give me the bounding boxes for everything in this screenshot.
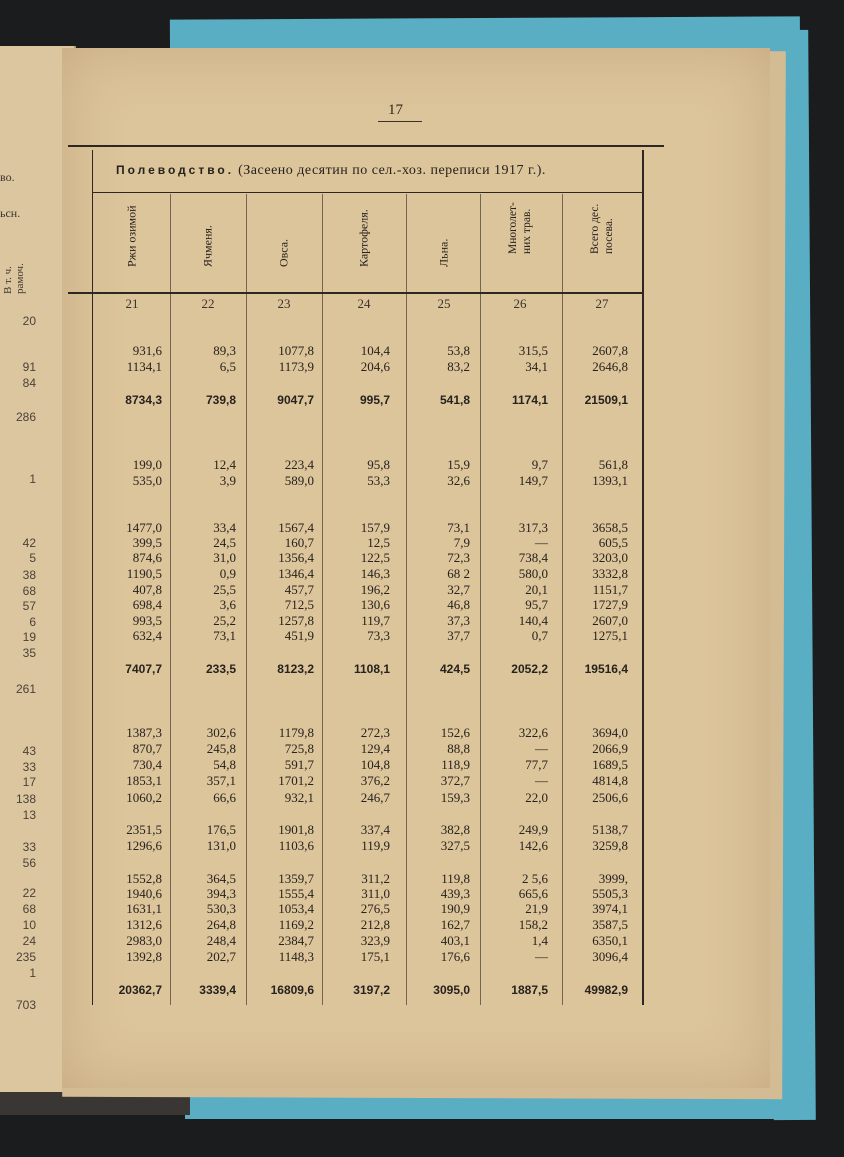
table-cell: 2351,5 — [126, 822, 162, 837]
table-cell: 129,4 — [360, 741, 390, 756]
table-cell: 580,0 — [518, 566, 548, 581]
table-cell: 457,7 — [284, 582, 314, 597]
table-cell: 5138,7 — [592, 822, 628, 837]
left-page-number: 20 — [22, 314, 36, 328]
table-cell: 1552,8 — [126, 871, 162, 886]
column-header-total-sown: Всего дес. посева. — [589, 203, 615, 254]
column-number: 25 — [437, 296, 451, 311]
table-cell: 12,5 — [367, 535, 390, 550]
table-cell: 196,2 — [360, 582, 390, 597]
table-cell: 53,8 — [447, 343, 470, 358]
table-cell: 1148,3 — [278, 949, 314, 964]
table-cell-total: 7407,7 — [125, 662, 162, 676]
table-cell: 376,2 — [360, 773, 390, 788]
table-cell: 248,4 — [206, 933, 236, 948]
table-cell: 0,7 — [531, 628, 548, 643]
left-page-subheader: ьсн. — [0, 206, 21, 220]
table-cell: 142,6 — [518, 838, 548, 853]
table-cell: 372,7 — [440, 773, 470, 788]
table-cell: 158,2 — [518, 917, 548, 932]
table-cell: 88,8 — [447, 741, 470, 756]
table-cell: 874,6 — [132, 550, 162, 565]
table-cell: 1169,2 — [278, 917, 314, 932]
table-cell: 1387,3 — [126, 725, 162, 740]
table-right-border — [642, 150, 644, 1005]
table-cell: 176,5 — [206, 822, 236, 837]
table-cell: 337,4 — [360, 822, 390, 837]
table-cell: 698,4 — [132, 597, 162, 612]
table-cell: 212,8 — [360, 917, 390, 932]
table-cell: 311,2 — [361, 871, 390, 886]
table-cell: 66,6 — [213, 790, 236, 805]
table-cell: 382,8 — [440, 822, 470, 837]
left-page-number: 38 — [22, 568, 36, 582]
table-cell: 1727,9 — [592, 597, 628, 612]
table-cell: 1393,1 — [592, 473, 628, 488]
table-cell: 1853,1 — [126, 773, 162, 788]
table-cell: 73,1 — [447, 520, 470, 535]
table-cell: 2506,6 — [592, 790, 628, 805]
table-cell-total: 541,8 — [439, 393, 470, 407]
table-cell: 439,3 — [440, 886, 470, 901]
table-cell: 605,5 — [598, 535, 628, 550]
table-cell: 1346,4 — [278, 566, 314, 581]
table-cell: 5505,3 — [592, 886, 628, 901]
column-number: 24 — [357, 296, 371, 311]
left-page-number: 68 — [22, 584, 36, 598]
table-cell: 1296,6 — [126, 838, 162, 853]
table-cell: 223,4 — [284, 457, 314, 472]
table-cell: 2066,9 — [592, 741, 628, 756]
table-cell: 632,4 — [132, 628, 162, 643]
table-cell-total: 424,5 — [439, 662, 470, 676]
table-cell: 20,1 — [525, 582, 548, 597]
table-cell: 6,5 — [219, 359, 236, 374]
table-cell: 1901,8 — [278, 822, 314, 837]
table-cell: 315,5 — [518, 343, 548, 358]
table-cell: 119,8 — [441, 871, 470, 886]
column-header-oats: Овса. — [276, 238, 291, 267]
table-cell: 22,0 — [525, 790, 548, 805]
table-cell: — — [535, 741, 548, 756]
left-page-number: 1 — [29, 472, 36, 486]
table-cell: 311,0 — [361, 886, 390, 901]
table-cell-total: 2052,2 — [511, 662, 548, 676]
table-cell: 302,6 — [206, 725, 236, 740]
table-cell: 46,8 — [447, 597, 470, 612]
left-page-number: 6 — [29, 615, 36, 629]
table-cell-total: 8123,2 — [277, 662, 314, 676]
table-cell-total: 16809,6 — [270, 983, 314, 997]
table-cell: 160,7 — [284, 535, 314, 550]
table-cell: 199,0 — [132, 457, 162, 472]
column-header-rule — [68, 292, 642, 294]
table-cell-total: 8734,3 — [125, 393, 162, 407]
table-cell: 2384,7 — [278, 933, 314, 948]
table-cell: 4814,8 — [592, 773, 628, 788]
table-title — [116, 163, 546, 179]
table-cell: 2 5,6 — [522, 871, 548, 886]
table-cell: 1,4 — [531, 933, 548, 948]
left-page-number: 35 — [22, 646, 36, 660]
left-page-number: 84 — [22, 376, 36, 390]
table-cell: 322,6 — [518, 725, 548, 740]
table-cell-total: 233,5 — [205, 662, 236, 676]
table-cell: 272,3 — [360, 725, 390, 740]
table-cell-total: 3197,2 — [353, 983, 390, 997]
table-cell: 1477,0 — [126, 520, 162, 535]
table-cell: 993,5 — [132, 613, 162, 628]
table-cell: — — [535, 773, 548, 788]
table-cell: 725,8 — [284, 741, 314, 756]
column-number: 21 — [125, 296, 139, 311]
table-cell: 24,5 — [213, 535, 236, 550]
table-cell: 451,9 — [284, 628, 314, 643]
table-top-rule — [68, 145, 664, 147]
table-cell: 190,9 — [440, 901, 470, 916]
table-cell-total: 739,8 — [205, 393, 236, 407]
table-cell: 104,4 — [360, 343, 390, 358]
table-cell: 1356,4 — [278, 550, 314, 565]
table-cell: 535,0 — [132, 473, 162, 488]
table-cell: 53,3 — [367, 473, 390, 488]
table-cell: 37,3 — [447, 613, 470, 628]
page-number-rule — [378, 121, 422, 122]
table-cell: 530,3 — [206, 901, 236, 916]
table-cell: 327,5 — [440, 838, 470, 853]
table-cell: 403,1 — [440, 933, 470, 948]
table-cell: 54,8 — [213, 757, 236, 772]
table-cell-total: 49982,9 — [584, 983, 628, 997]
table-cell: 157,9 — [360, 520, 390, 535]
left-page-number: 13 — [22, 808, 36, 822]
table-cell: 1567,4 — [278, 520, 314, 535]
table-cell-total: 1887,5 — [511, 983, 548, 997]
table-cell: 932,1 — [284, 790, 314, 805]
table-cell: 131,0 — [206, 838, 236, 853]
left-page-number: 19 — [22, 630, 36, 644]
table-cell: 1359,7 — [278, 871, 314, 886]
table-cell: 12,4 — [213, 457, 236, 472]
table-cell: 1312,6 — [126, 917, 162, 932]
table-cell: 119,7 — [361, 613, 390, 628]
table-cell: 159,3 — [440, 790, 470, 805]
table-cell: 3332,8 — [592, 566, 628, 581]
left-page-header: во. — [0, 170, 15, 184]
table-cell: 3,9 — [219, 473, 236, 488]
column-number: 27 — [595, 296, 609, 311]
table-cell: 1701,2 — [278, 773, 314, 788]
left-page-number: 22 — [22, 886, 36, 900]
column-header-barley: Ячменя. — [200, 225, 215, 267]
left-page-number: 42 — [22, 536, 36, 550]
table-cell: 1151,7 — [592, 582, 628, 597]
table-cell: 77,7 — [525, 757, 548, 772]
table-cell: 32,7 — [447, 582, 470, 597]
left-page-number: 286 — [15, 410, 36, 424]
table-cell: 589,0 — [284, 473, 314, 488]
table-cell: 931,6 — [132, 343, 162, 358]
table-cell: 3694,0 — [592, 725, 628, 740]
table-cell: 73,1 — [213, 628, 236, 643]
table-cell: 1190,5 — [126, 566, 162, 581]
table-cell: 68 2 — [447, 566, 470, 581]
table-cell: 2983,0 — [126, 933, 162, 948]
table-cell: 104,8 — [360, 757, 390, 772]
table-cell: 119,9 — [361, 838, 390, 853]
table-cell: 665,6 — [518, 886, 548, 901]
table-cell: 130,6 — [360, 597, 390, 612]
left-page-number: 1 — [29, 966, 36, 980]
table-cell: 122,5 — [360, 550, 390, 565]
table-cell: 730,4 — [132, 757, 162, 772]
table-cell: 317,3 — [518, 520, 548, 535]
table-cell: 246,7 — [360, 790, 390, 805]
table-cell: 149,7 — [518, 473, 548, 488]
table-left-border — [92, 150, 93, 1005]
table-cell: 364,5 — [206, 871, 236, 886]
left-page-number: 703 — [15, 998, 36, 1012]
table-cell: 95,7 — [525, 597, 548, 612]
table-cell: 738,4 — [518, 550, 548, 565]
table-cell: 591,7 — [284, 757, 314, 772]
table-cell: 6350,1 — [592, 933, 628, 948]
table-title-rest: (Засеено десятин по сел.-хоз. переписи 1917 г.). — [238, 163, 546, 178]
table-cell: 870,7 — [132, 741, 162, 756]
table-cell: 712,5 — [284, 597, 314, 612]
table-cell-total: 995,7 — [359, 393, 390, 407]
table-cell: 1275,1 — [592, 628, 628, 643]
left-page-number: 17 — [22, 775, 36, 789]
table-cell: 3658,5 — [592, 520, 628, 535]
left-page-number: 24 — [22, 934, 36, 948]
table-cell: 407,8 — [132, 582, 162, 597]
table-cell-total: 19516,4 — [584, 662, 628, 676]
table-cell: — — [535, 535, 548, 550]
table-cell: 1555,4 — [278, 886, 314, 901]
table-cell-total: 9047,7 — [277, 393, 314, 407]
table-cell: 264,8 — [206, 917, 236, 932]
table-cell: 276,5 — [360, 901, 390, 916]
table-cell: 2607,8 — [592, 343, 628, 358]
table-cell: 118,9 — [441, 757, 470, 772]
table-cell: 399,5 — [132, 535, 162, 550]
table-title-main: Полеводство. — [116, 163, 235, 177]
table-cell: 1179,8 — [278, 725, 314, 740]
table-cell: 1689,5 — [592, 757, 628, 772]
table-cell: 1134,1 — [126, 359, 162, 374]
left-page-number: 68 — [22, 902, 36, 916]
left-page-number: 10 — [22, 918, 36, 932]
left-page-number: 91 — [22, 360, 36, 374]
left-page-number: 33 — [22, 760, 36, 774]
table-cell: 32,6 — [447, 473, 470, 488]
table-cell: 3259,8 — [592, 838, 628, 853]
left-page-number: 5 — [29, 551, 36, 565]
table-cell-total: 1108,1 — [353, 662, 390, 676]
table-cell: 3587,5 — [592, 917, 628, 932]
table-cell: 33,4 — [213, 520, 236, 535]
table-cell: 162,7 — [440, 917, 470, 932]
table-cell: 1940,6 — [126, 886, 162, 901]
table-cell: 73,3 — [367, 628, 390, 643]
column-number: 22 — [201, 296, 215, 311]
table-cell: 25,5 — [213, 582, 236, 597]
table-cell: 83,2 — [447, 359, 470, 374]
table-cell: 7,9 — [453, 535, 470, 550]
table-cell: 357,1 — [206, 773, 236, 788]
table-cell: 394,3 — [206, 886, 236, 901]
table-cell: 1103,6 — [278, 838, 314, 853]
table-cell: 3999, — [598, 871, 628, 886]
table-cell: 3203,0 — [592, 550, 628, 565]
table-cell: 3974,1 — [592, 901, 628, 916]
left-page-column-header: В т. ч. рамоч. — [2, 263, 26, 294]
left-page-number: 235 — [15, 950, 36, 964]
table-cell-total: 21509,1 — [584, 393, 628, 407]
left-page-number: 138 — [15, 792, 36, 806]
table-cell: 1173,9 — [278, 359, 314, 374]
table-cell: 249,9 — [518, 822, 548, 837]
table-cell: 25,2 — [213, 613, 236, 628]
table-cell: 2646,8 — [592, 359, 628, 374]
table-cell: 1257,8 — [278, 613, 314, 628]
table-cell: 176,6 — [440, 949, 470, 964]
table-cell: 323,9 — [360, 933, 390, 948]
left-page-number: 33 — [22, 840, 36, 854]
table-cell: 1060,2 — [126, 790, 162, 805]
table-cell: 175,1 — [360, 949, 390, 964]
table-cell: 561,8 — [598, 457, 628, 472]
left-page-number: 56 — [22, 856, 36, 870]
table-cell: 9,7 — [531, 457, 548, 472]
table-cell: 1631,1 — [126, 901, 162, 916]
table-cell: — — [535, 949, 548, 964]
table-cell: 21,9 — [525, 901, 548, 916]
column-header-perennial-grasses: Многолет- них трав. — [507, 202, 533, 254]
left-page-number: 57 — [22, 599, 36, 613]
table-cell-total: 3339,4 — [199, 983, 236, 997]
table-cell: 204,6 — [360, 359, 390, 374]
table-cell-total: 3095,0 — [433, 983, 470, 997]
page-number: 17 — [388, 102, 403, 118]
table-cell: 37,7 — [447, 628, 470, 643]
table-cell-total: 20362,7 — [118, 983, 162, 997]
table-cell: 3096,4 — [592, 949, 628, 964]
table-cell: 0,9 — [219, 566, 236, 581]
table-cell: 202,7 — [206, 949, 236, 964]
table-cell: 1053,4 — [278, 901, 314, 916]
left-page-number: 43 — [22, 744, 36, 758]
column-header-flax: Льна. — [436, 238, 451, 267]
column-number: 23 — [277, 296, 291, 311]
table-cell: 95,8 — [367, 457, 390, 472]
column-header-potatoes: Картофеля. — [356, 209, 371, 267]
table-cell: 2607,0 — [592, 613, 628, 628]
table-cell: 146,3 — [360, 566, 390, 581]
left-page-number: 261 — [15, 682, 36, 696]
table-cell: 31,0 — [213, 550, 236, 565]
table-cell: 72,3 — [447, 550, 470, 565]
table-cell: 140,4 — [518, 613, 548, 628]
table-cell: 34,1 — [525, 359, 548, 374]
table-cell: 3,6 — [219, 597, 236, 612]
table-cell: 152,6 — [440, 725, 470, 740]
table-cell-total: 1174,1 — [511, 393, 548, 407]
column-number: 26 — [513, 296, 527, 311]
column-header-rye: Ржи озимой — [124, 205, 139, 267]
table-cell: 89,3 — [213, 343, 236, 358]
table-cell: 245,8 — [206, 741, 236, 756]
table-cell: 1392,8 — [126, 949, 162, 964]
table-cell: 1077,8 — [278, 343, 314, 358]
table-cell: 15,9 — [447, 457, 470, 472]
